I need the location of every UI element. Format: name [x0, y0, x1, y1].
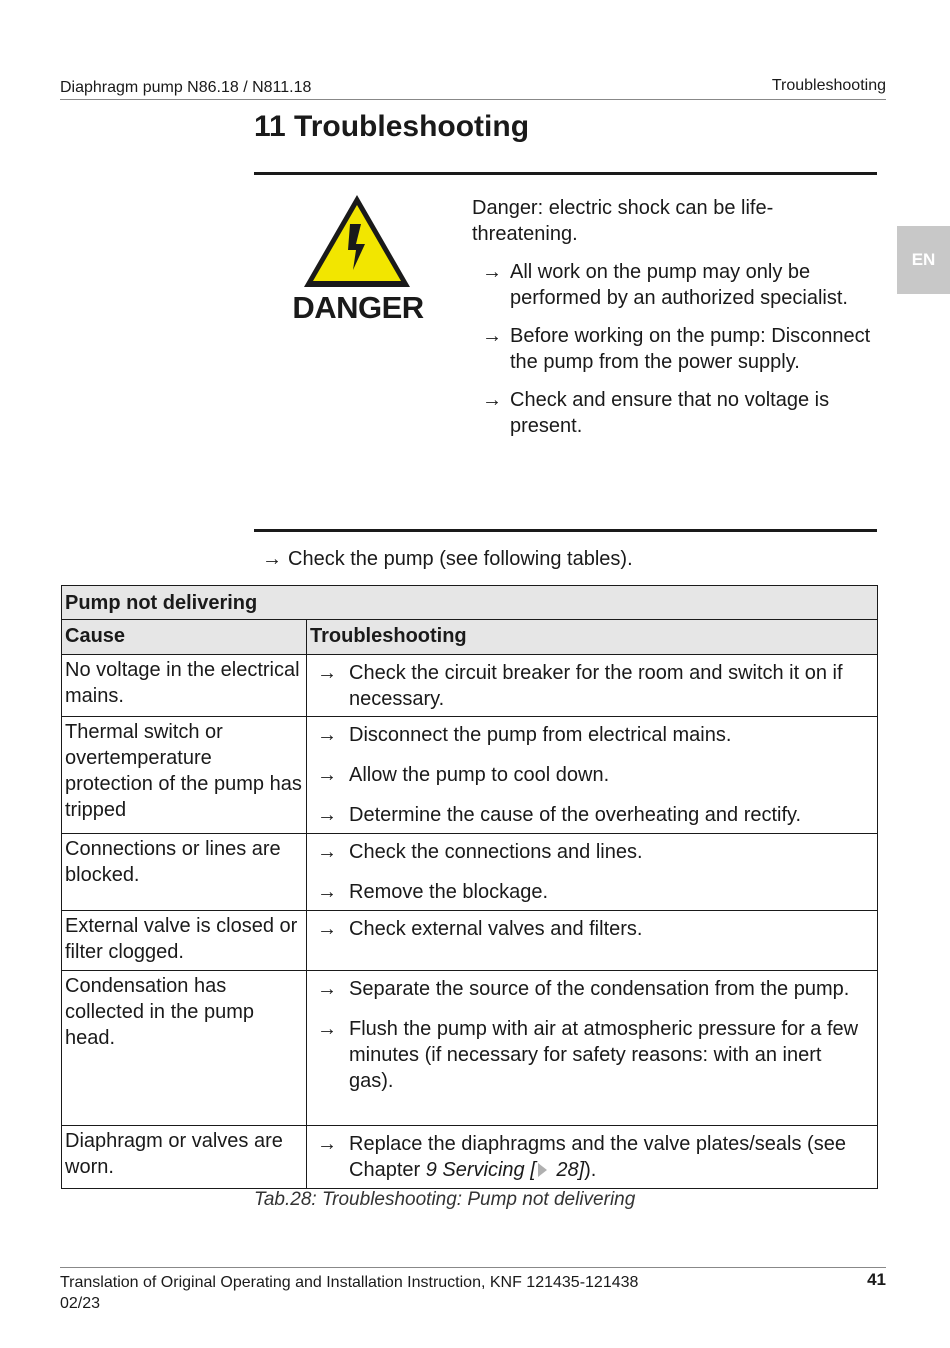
- high-voltage-warning-icon: [301, 192, 413, 290]
- arrow-icon: →: [317, 804, 337, 826]
- danger-steps: [482, 259, 872, 451]
- table-row: [62, 655, 878, 717]
- table-row: [62, 834, 878, 911]
- danger-top-rule: [254, 172, 877, 175]
- check-instruction: → Check the pump (see following tables).: [262, 548, 633, 570]
- footer-rule: [60, 1267, 886, 1268]
- arrow-icon: →: [317, 764, 337, 786]
- arrow-icon: →: [482, 325, 502, 347]
- table-caption: Tab.28: Troubleshooting: Pump not delivering: [254, 1189, 636, 1210]
- header-product: Diaphragm pump N86.18 / N811.18: [60, 79, 312, 96]
- cause-cell: Condensation has collected in the pump head.: [62, 971, 307, 1126]
- header-section: Troubleshooting: [771, 77, 886, 94]
- cause-cell: External valve is closed or filter clogged.: [62, 911, 307, 971]
- table-row: [62, 717, 878, 834]
- footer-text: [60, 1272, 638, 1314]
- cause-cell: Connections or lines are blocked.: [62, 834, 307, 911]
- column-header-troubleshooting: Troubleshooting: [307, 620, 878, 655]
- danger-signal-word: DANGER: [292, 290, 424, 325]
- chapter-title: 11 Troubleshooting: [254, 110, 530, 143]
- arrow-icon: →: [317, 918, 337, 940]
- header-rule: [60, 99, 886, 100]
- danger-step: → All work on the pump may only be performed by an authorized specialist.: [482, 261, 848, 309]
- danger-step: → Check and ensure that no voltage is present.: [482, 389, 830, 437]
- table-row: [62, 1126, 878, 1189]
- arrow-icon: →: [317, 662, 337, 684]
- table-title: Pump not delivering: [62, 586, 878, 620]
- table-row: [62, 911, 878, 971]
- servicing-chapter-link[interactable]: 9 Servicing [ 28]: [425, 1159, 585, 1181]
- fix-cell: → Check external valves and filters.: [307, 911, 878, 971]
- page-number: 41: [867, 1270, 886, 1289]
- danger-hazard-text: Danger: electric shock can be life-threatening.: [472, 197, 774, 245]
- table-row: [62, 971, 878, 1126]
- fix-cell: → Check the connections and lines. → Remove the blockage.: [307, 834, 878, 911]
- danger-step: → Before working on the pump: Disconnect the pump from the power supply.: [482, 325, 871, 373]
- cause-cell: No voltage in the electrical mains.: [62, 655, 307, 717]
- arrow-icon: →: [317, 1018, 337, 1040]
- arrow-icon: →: [262, 548, 282, 570]
- arrow-icon: →: [317, 841, 337, 863]
- cause-cell: Diaphragm or valves are worn.: [62, 1126, 307, 1189]
- page-reference-icon: [538, 1163, 547, 1177]
- column-header-cause: Cause: [62, 620, 307, 655]
- fix-cell: → Check the circuit breaker for the room and switch it on if necessary.: [307, 655, 878, 717]
- cause-cell: Thermal switch or overtemperature protection of the pump has tripped: [62, 717, 307, 834]
- arrow-icon: →: [317, 724, 337, 746]
- fix-cell: → Disconnect the pump from electrical mains. → Allow the pump to cool down. → Determine the cause of the overheating and rectify.: [307, 717, 878, 834]
- troubleshooting-table: [61, 585, 878, 1189]
- arrow-icon: →: [482, 261, 502, 283]
- danger-bottom-rule: [254, 529, 877, 532]
- language-tab: EN: [897, 226, 950, 294]
- arrow-icon: →: [317, 1133, 337, 1155]
- footer-line-2: 02/23: [60, 1295, 101, 1312]
- arrow-icon: →: [317, 881, 337, 903]
- fix-cell: → Separate the source of the condensation from the pump. → Flush the pump with air at atmospheric pressure for a few minutes (if necessary for safety reasons: with an inert gas).: [307, 971, 878, 1126]
- arrow-icon: →: [317, 978, 337, 1000]
- arrow-icon: →: [482, 389, 502, 411]
- footer-line-1: Translation of Original Operating and Installation Instruction, KNF 121435-121438: [60, 1274, 639, 1291]
- fix-cell: → Replace the diaphragms and the valve plates/seals (see Chapter 9 Servicing [ 28]).: [307, 1126, 878, 1189]
